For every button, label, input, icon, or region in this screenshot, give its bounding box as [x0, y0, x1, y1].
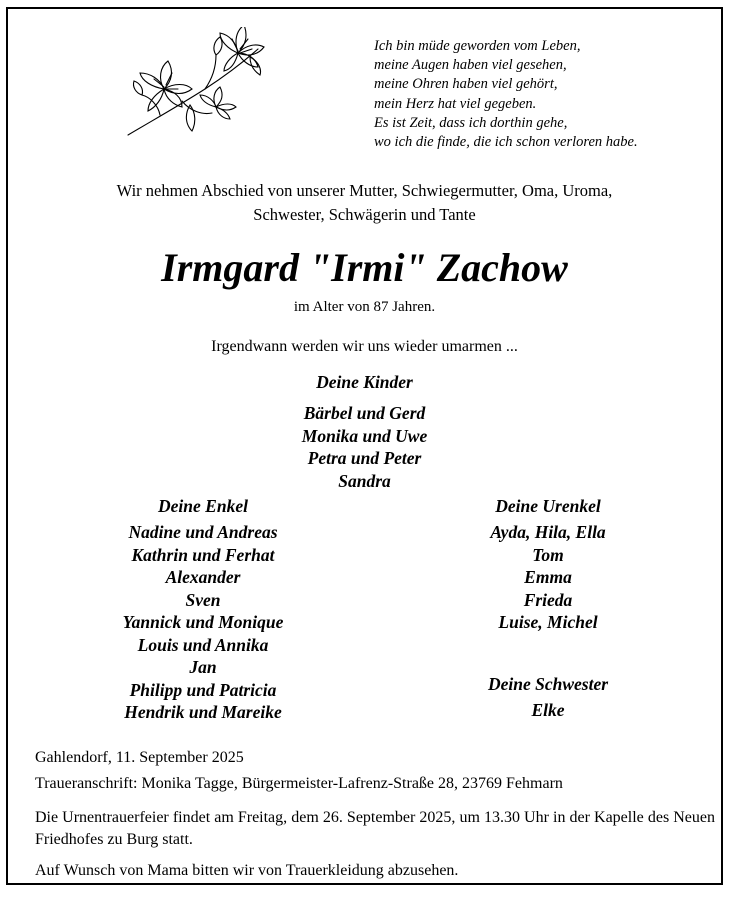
poem [374, 37, 714, 152]
kinder-name: Sandra [338, 470, 391, 491]
enkel-name: Sven [185, 589, 221, 610]
enkel-name: Jan [189, 657, 217, 677]
age-text: im Alter von 87 Jahren. [293, 299, 436, 315]
enkel-name: Nadine und Andreas [128, 522, 278, 542]
enkel-heading: Deine Enkel [158, 496, 248, 516]
mourning-address: Traueranschrift: Monika Tagge, Bürgermeister-Lafrenz-Straße 28, 23769 Fehmarn [35, 775, 563, 792]
kinder-heading: Deine Kinder [316, 372, 413, 392]
urenkel-name: Tom [532, 544, 564, 565]
poem-line: meine Ohren haben viel gehört, [374, 76, 558, 93]
enkel-name: Yannick und Monique [122, 612, 284, 632]
urenkel-name: Emma [524, 567, 572, 587]
kinder-name: Petra und Peter [307, 448, 422, 468]
flower-branch-icon [120, 27, 270, 147]
poem-line: mein Herz hat viel gegeben. [374, 95, 537, 112]
poem-line: Ich bin müde geworden vom Leben, [374, 38, 581, 54]
place-date: Gahlendorf, 11. September 2025 [35, 749, 244, 766]
urenkel-name: Luise, Michel [498, 612, 598, 632]
poem-line: Es ist Zeit, dass ich dorthin gehe, [374, 114, 568, 131]
kinder-list [8, 402, 721, 492]
urenkel-heading: Deine Urenkel [495, 496, 601, 516]
enkel-list [98, 521, 308, 724]
urenkel-name: Frieda [523, 589, 573, 610]
enkel-name: Philipp und Patricia [129, 679, 277, 700]
intro-line: Wir nehmen Abschied von unserer Mutter, Schwiegermutter, Oma, Uroma, [116, 181, 613, 200]
intro-line: Schwester, Schwägerin und Tante [253, 205, 476, 224]
kinder-name: Monika und Uwe [301, 425, 428, 446]
ceremony-info: Die Urnentrauerfeier findet am Freitag, dem 26. September 2025, um 13.30 Uhr in der Kapelle des Neuen Friedhofes zu Burg statt. [35, 809, 715, 848]
deceased-name: Irmgard "Irmi" Zachow [161, 245, 568, 290]
urenkel-list [448, 521, 648, 634]
schwester-list [448, 699, 648, 722]
schwester-heading: Deine Schwester [487, 674, 609, 694]
quote-text: Irgendwann werden wir uns wieder umarmen ... [211, 338, 518, 355]
poem-line: wo ich die finde, die ich schon verloren habe. [374, 134, 638, 151]
enkel-name: Alexander [165, 567, 241, 587]
poem-line: meine Augen haben viel gesehen, [374, 57, 567, 74]
enkel-name: Hendrik und Mareike [124, 702, 282, 722]
enkel-name: Kathrin und Ferhat [131, 544, 275, 565]
kinder-name: Bärbel und Gerd [303, 403, 426, 423]
urenkel-name: Ayda, Hila, Ella [490, 522, 606, 542]
obituary-frame [6, 7, 723, 885]
intro-text [8, 179, 721, 227]
clothing-request: Auf Wunsch von Mama bitten wir von Trauerkleidung abzusehen. [35, 862, 459, 879]
schwester-name: Elke [531, 700, 565, 720]
enkel-name: Louis und Annika [137, 634, 269, 655]
